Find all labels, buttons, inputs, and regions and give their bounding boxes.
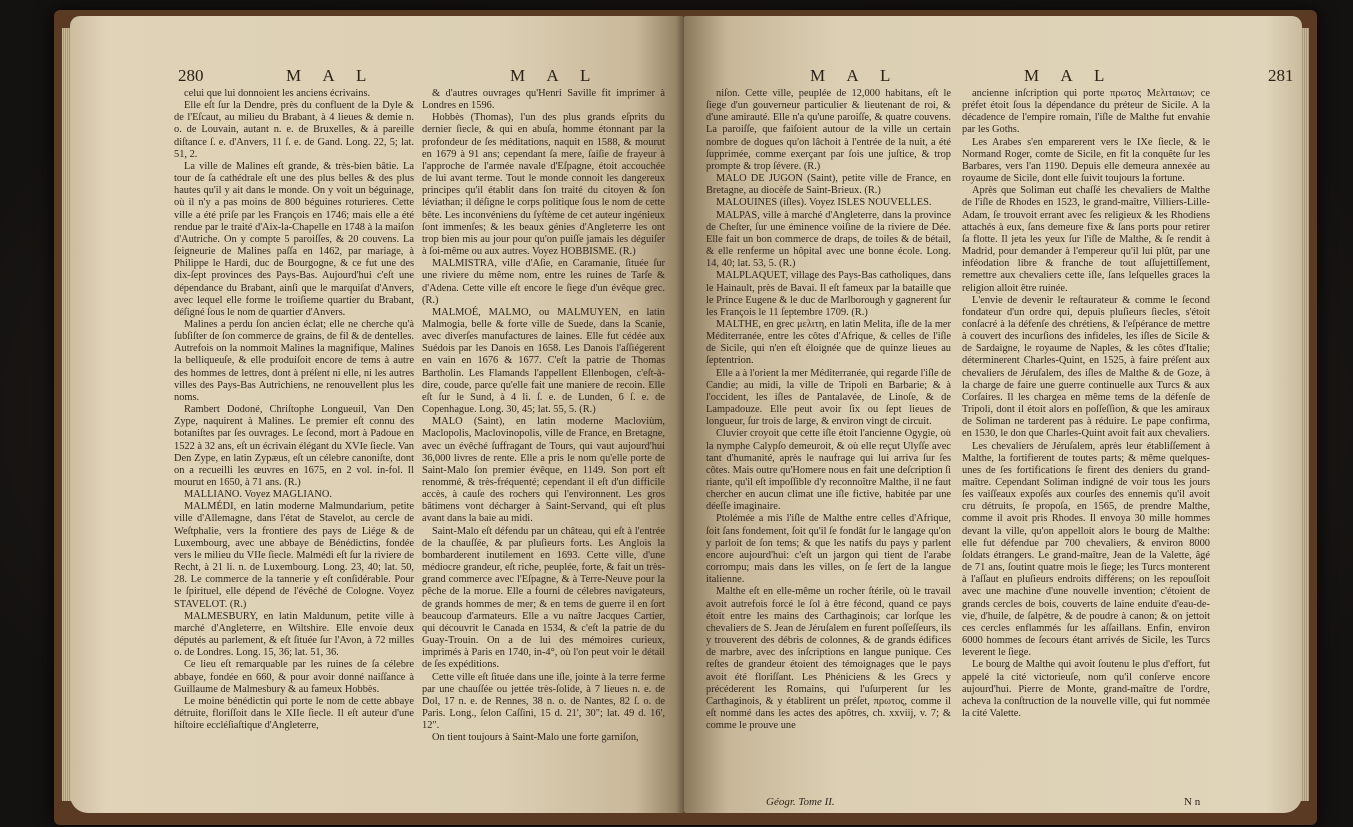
paragraph: ancienne inſcription qui porte πρωτος Μελιταιων; ce préfet étoit ſous la dépendance du préteur de Sicile. A la décadence de l'empire romain, l'iſle de Malthe fut envahie par les Goths. [962,88,1210,136]
running-head-left-col1: M A L [286,66,376,85]
paragraph: MALMESBURY, en latin Maldunum, petite ville à marché d'Angleterre, en Wiltshire. Elle envoie deux députés au parlement, & eſt ſituée ſur l'Avon, à 72 milles o. de Londres. Long. 15, 36; lat. 51, 36. [174,610,414,659]
paragraph: Le moine bénédictin qui porte le nom de cette abbaye détruite, floriſſoit dans le XIIe ſiecle. Il eſt auteur d'une hiſtoire eccléſiaſtique d'Angleterre, [174,695,414,732]
paragraph: MALMOÉ, MALMO, ou MALMUYEN, en latin Malmogia, belle & forte ville de Suede, dans la Scanie, avec diverſes manufactures de laines. Elle fut cédée aux Suédois par les Danois en 1658. Les Danois l'aſſiégerent en vain en 1676 & 1677. C'eſt la patrie de Thomas Bartholin. Les Flamands l'appellent Ellenbogen, c'eſt-à-dire, coude, parce qu'elle fait une maniere de recoin. Elle eſt ſur le Sund, à 4 li. ſ. e. de Lunden, 6 ſ. e. de Copenhague. Long. 30, 45; lat. 55, 5. (R.) [422,306,665,416]
paragraph: Hobbès (Thomas), l'un des plus grands eſprits du dernier ſiecle, & qui en abuſa, homme étonnant par la profondeur de ſes méditations, naquit en 1588, & mourut en 1679 à 91 ans; cependant ſa mere, ſaiſie de frayeur à l'approche de l'armée navale d'Eſpagne, étoit accouchée de lui avant terme. Tout le monde connoit les dangereux principes qu'il établit dans ſon traité du citoyen & ſon léviathan; il déſigne le corps politique ſous le nom de cette bête. Les inconvéniens du ſyſtème de cet auteur ingénieux ſont immenſes; & les beaux génies d'Angleterre les ont trop bien mis au jour pour qu'on puiſſe jamais les déguiſer à ſoi-même ou aux autres. Voyez HOBBISME. (R.) [422,112,665,258]
paragraph: MALOUINES (iſles). Voyez ISLES NOUVELLES. [716,197,932,209]
signature-mark: N n [1184,796,1201,808]
page-number-right: 281 [1268,66,1294,85]
paragraph: MALPAS, ville à marché d'Angleterre, dans la province de Cheſter, ſur une éminence voiſine de la riviere de Dée. Elle fait un bon commerce de draps, de toiles & de bétail, & elle renferme un hôpital avec une bonne école. Long. 14, 40; lat. 53, 5. (R.) [706,209,951,270]
paragraph: & d'autres ouvrages qu'Henri Saville fit imprimer à Londres en 1596. [422,88,665,112]
paragraph: On tient toujours à Saint-Malo une forte garniſon, [432,732,639,744]
paragraph: Rambert Dodoné, Chriſtophe Longueuil, Van Den Zype, naquirent à Malines. Le premier eſt connu des botaniſtes par ſes ouvrages. Le ſecond, mort à Padoue en 1522 à 32 ans, eſt un écrivain élégant du XVIe ſiecle. Van Den Zype, en latin Zypæus, eſt un célebre canoniſte, dont on a recueilli les œuvres en 1675, en 2 vol. in-fol. Il mourut en 1650, à 71 ans. (R.) [174,404,414,488]
paragraph: Ptolémée a mis l'iſle de Malthe entre celles d'Afrique, ſoit ſans fondement, ſoit qu'il ſe fondât ſur le langage qu'on y parloit de ſon tems; & que les natifs du pays y parlent encore aujourd'hui: c'eſt un jargon qui tient de l'arabe corrompu; mais dans les villes, on ſe ſert de la langue italienne. [706,513,951,586]
paragraph: MALMÉDI, en latin moderne Malmundarium, petite ville d'Allemagne, dans l'état de Stavelot, au cercle de Weſtphalie, vers la frontiere des pays de Liége & de Luxembourg, avec une abbaye de Bénédictins, fondée vers le milieu du VIIe ſiecle. Malmédi eſt ſur la riviere de Recht, à 21 li. n. de Luxembourg. Long. 23, 40; lat. 50, 28. Le commerce de la tannerie y eſt conſidérable. Pour le ſpirituel, elle dépend de l'évêché de Cologne. Voyez STAVELOT. (R.) [174,501,414,610]
right-page-column-2 [962,88,1210,794]
paragraph: MALO DE JUGON (Saint), petite ville de France, en Bretagne, au diocèſe de Saint-Brieux. (R.) [706,173,951,197]
paragraph: Elle eſt ſur la Dendre, près du confluent de la Dyle & de l'Eſcaut, au milieu du Brabant, à 4 lieues & demie n. o. de Louvain, autant n. e. de Bruxelles, & à pareille diſtance ſ. e. d'Anvers, 11 ſ. e. de Gand. Long. 22, 5; lat. 51, 2. [174,100,414,160]
paragraph: Malthe eſt en elle-même un rocher ſtérile, où le travail avoit autrefois forcé le ſol à être fécond, quand ce pays étoit entre les mains des Carthaginois; car lorſque les chevaliers de S. Jean de Jéruſalem en furent poſſeſſeurs, ils y trouverent des débris de colonnes, & de grands édifices de marbre, avec des inſcriptions en langue punique. Ces reſtes de grandeur étoient des témoignages que le pays avoit été floriſſant. Les Phéniciens & les Grecs y précéderent les Romains, qui l'uſurperent ſur les Carthaginois, & y établirent un préſet, πρωτος, comme il eſt nommé dans les actes des apôtres, ch. xxviij, v. 7; & comme le prouve une [706,586,951,732]
paragraph: Elle a à l'orient la mer Méditerranée, qui regarde l'iſle de Candie; au midi, la ville de Tripoli en Barbarie; & à l'occident, les iſles de Pantalavée, de Linoſe, & de Lampadouze. Elle peut avoir ſix ou ſept lieues de longueur, ſur trois de large, & environ vingt de circuit. [706,367,951,428]
page-number-left: 280 [178,66,204,85]
paragraph: Saint-Malo eſt défendu par un château, qui eſt à l'entrée de la chauſſée, & par pluſieurs forts. Les Anglois la bombarderent inutilement en 1693. Cette ville, d'une médiocre grandeur, eſt riche, peuplée, forte, & fait un très-grand commerce avec l'Eſpagne, & à Terre-Neuve pour la pêche de la morue. Elle a fourni de célebres navigateurs, de grands hommes de mer; & en tems de guerre il en ſort beaucoup d'armateurs. Elle a vu naître Jacques Cartier, qui découvrit le Canada en 1534, & c'eſt la patrie de du Guay-Trouin. On a de lui des mémoires curieux, imprimés à Paris en 1740, in-4°, où l'on peut voir le détail de ſes expéditions. [422,525,665,671]
paragraph: Le bourg de Malthe qui avoit ſoutenu le plus d'effort, fut appelé la cité victorieuſe, nom qu'il conſerve encore aujourd'hui. Pierre de Monte, grand-maître de l'ordre, acheva la conſtruction de la nouvelle ville, qui fut nommée la cité Valette. [962,659,1210,719]
paragraph: celui que lui donnoient les anciens écrivains. [184,88,371,99]
right-page-column-1 [706,88,951,794]
paragraph: Malines a perdu ſon ancien éclat; elle ne cherche qu'à ſubſiſter de ſon commerce de grains, de fil & de dentelles. Autrefois on la nommoit Malines la magnifique, Malines la belliqueuſe, & elle produiſoit encore de tems à autre des hommes de lettres, dont à préſent ni elle, ni les autres villes des Pays-Bas Autrichiens, ne renouvellent plus les noms. [174,318,414,403]
paragraph: MALTHE, en grec μελιτη, en latin Melita, iſle de la mer Méditerranée, entre les côtes d'Afrique, & celles de l'iſle de Sicile, qui n'en eſt éloignée que de quinze lieues au ſeptentrion. [706,318,951,367]
paragraph: Les chevaliers de Jéruſalem, après leur établiſſement à Malthe, la fortifierent de toutes parts; & même quelques-unes de ſes fortifications ſe firent des deniers du grand-maître. Cependant Soliman indigné de voir tous les jours ſes vaiſſeaux expoſés aux courſes des ennemis qu'il avoit cru détruits, ſe propoſa, en 1565, de prendre Malthe, comme il avoit pris Rhodes. Il envoya 30 mille hommes devant la ville, qu'on appelloit alors le bourg de Malthe: elle fut défendue par 700 chevaliers, & environ 8000 ſoldats étrangers. Le grand-maître, Jean de la Valette, âgé de 71 ans, ſoutint quatre mois le ſiege; les Turcs monterent à l'aſſaut en pluſieurs endroits différens; on les repouſſoit avec une machine d'une nouvelle invention; c'étoient de grands cercles de bois, couverts de laine enduite d'eau-de-vie, d'huile, de ſalpètre, & de poudre à canon; & on jettoit ces cercles enflammés ſur les aſſaillans. Enfin, environ 6000 hommes de ſecours étant arrivés de Sicile, les Turcs leverent le ſiege. [962,440,1210,659]
paragraph: Les Arabes s'en emparerent vers le IXe ſiecle, & le Normand Roger, comte de Sicile, en fit la conquête ſur les Barbares, vers l'an 1190. Depuis elle demeura annexée au royaume de Sicile, dont elle ſuivit toujours la fortune. [962,136,1210,185]
running-head-right-col1: M A L [810,66,900,85]
running-head-left-col2: M A L [510,66,600,85]
left-page-column-1 [174,88,414,804]
paragraph: MALPLAQUET, village des Pays-Bas catholiques, dans le Hainault, près de Bavai. Il eſt fameux par la bataille que le Prince Eugene & le duc de Marlborough y gagnerent ſur les François le 11 ſeptembre 1709. (R.) [706,270,951,318]
left-page [70,16,684,813]
right-page [684,16,1302,813]
signature-footer: Géogr. Tome II. [766,796,835,808]
running-head-right-col2: M A L [1024,66,1114,85]
paragraph: MALMISTRA, ville d'Aſie, en Caramanie, ſituée ſur une riviere du même nom, entre les ruines de Tarſe & d'Adena. Cette ville eſt encore le ſiege d'un évêque grec. (R.) [422,258,665,306]
paragraph: Cluvier croyoit que cette iſle étoit l'ancienne Ogygie, où la nymphe Calypſo demeuroit, & où elle reçut Ulyſſe avec tant d'humanité, après le naufrage qui lui arriva ſur ſes côtes. Mais outre qu'Homere nous en fait une deſcription ſi riante, qu'il eſt impoſſible d'y reconnoître Malthe, il ne faut chercher en aucun climat une iſle fictive, habitée par une déeſſe imaginaire. [706,428,951,513]
left-page-column-2 [422,88,665,804]
paragraph: La ville de Malines eſt grande, & très-bien bâtie. La tour de ſa cathédrale eſt une des plus belles & des plus hautes qu'il y ait dans le monde. On y voit un béguinage, où il n'y a pas moins de 800 béguines roturieres. Cette ville a été priſe par les François en 1746; mais elle a été rendue par le traité d'Aix-la-Chapelle en 1748 à la maiſon d'Autriche. On y compte 5 paroiſſes, & 20 couvens. La ſeigneurie de Malines paſſa en 1462, par mariage, à Philippe le Hardi, duc de Bourgogne, & ce fut une des dix-ſept provinces des Pays-Bas. Aujourd'hui c'eſt une dépendance du Brabant, ainſi que le marquiſat d'Anvers, avec lequel elle forme le troiſieme quartier du Brabant, déſigné ſous le nom de quartier d'Anvers. [174,160,414,318]
paragraph: L'envie de devenir le reſtaurateur & comme le ſecond fondateur d'un ordre qui, depuis pluſieurs ſiecles, s'étoit conſacré à la défenſe des chrétiens, & l'eſpérance de mettre à couvert des incurſions des infideles, les iſles de Sicile & de Sardaigne, le royaume de Naples, & les côtes d'Italie; déterminerent Charles-Quint, en 1525, à faire préſent aux chevaliers de Jéruſalem, des iſles de Malthe & de Goze, à la charge de faire une guerre continuelle aux Turcs & aux Corſaires. Il les chargea en même tems de la défenſe de Tripoli, dont il étoit alors en poſſeſſion, & que les amiraux de Soliman ne tarderent pas à réduire. Le pape confirma, en 1530, le don que Charles-Quint avoit fait aux chevaliers. [962,294,1210,440]
paragraph: Ce lieu eſt remarquable par les ruines de ſa célebre abbaye, fondée en 660, & pour avoir donné naiſſance à Guillaume de Malmesbury & au fameux Hobbès. [174,659,414,695]
paragraph: MALLIANO. Voyez MAGLIANO. [184,489,332,501]
paragraph: Après que Soliman eut chaſſé les chevaliers de Malthe de l'iſle de Rhodes en 1523, le grand-maître, Villiers-Lille-Adam, ſe trouvoit errant avec ſes religieux & les Rhodiens attachés à eux, ſans demeure fixe & ſans ports pour retirer ſa flotte. Il jeta les yeux ſur l'iſle de Malthe, & ſe rendit à Madrid, pour demander à l'empereur qu'il lui plût, par une inféodation libre & franche de tout aſſujettiſſement, remettre aux chevaliers cette iſle, ſans leſquelles graces la religion alloit être ruinée. [962,185,1210,294]
paragraph: niſon. Cette ville, peuplée de 12,000 habitans, eſt le ſiege d'un gouverneur particulier & lieutenant de roi, & d'une amirauté. Elle n'a qu'une paroiſſe, & quatre couvens. La paroiſſe, que faiſoient autour de la ville un certain nombre de dogues qu'on lâchoit à l'entrée de la nuit, a été ſupprimée, comme exerçant par ſois une juſtice, & trop prompte & trop ſévere. (R.) [706,88,951,172]
paragraph: MALO (Saint), en latin moderne Macloviùm, Maclopolis, Maclovinopolis, ville de France, en Bretagne, avec un évêché ſuffragant de Tours, qui vaut aujourd'hui 36,000 livres de rente. Elle a pris le nom qu'elle porte de Saint-Malo ſon premier évêque, en 1149. Son port eſt renommé, & très-fréquenté; cependant il eſt d'un difficile accès, à cauſe des rochers qui l'environnent. Les gros bâtimens vont décharger à Saint-Servand, qui eſt plus avant dans la baie au midi. [422,416,665,525]
paragraph: Cette ville eſt ſituée dans une iſle, jointe à la terre ferme par une chauſſée ou jettée très-ſolide, à 7 lieues n. e. de Dol, 17 n. e. de Rennes, 38 n. o. de Nantes, 82 ſ. o. de Paris. Long., ſelon Caſſini, 15 d. 21', 30"; lat. 49 d. 16', 12". [422,671,665,732]
